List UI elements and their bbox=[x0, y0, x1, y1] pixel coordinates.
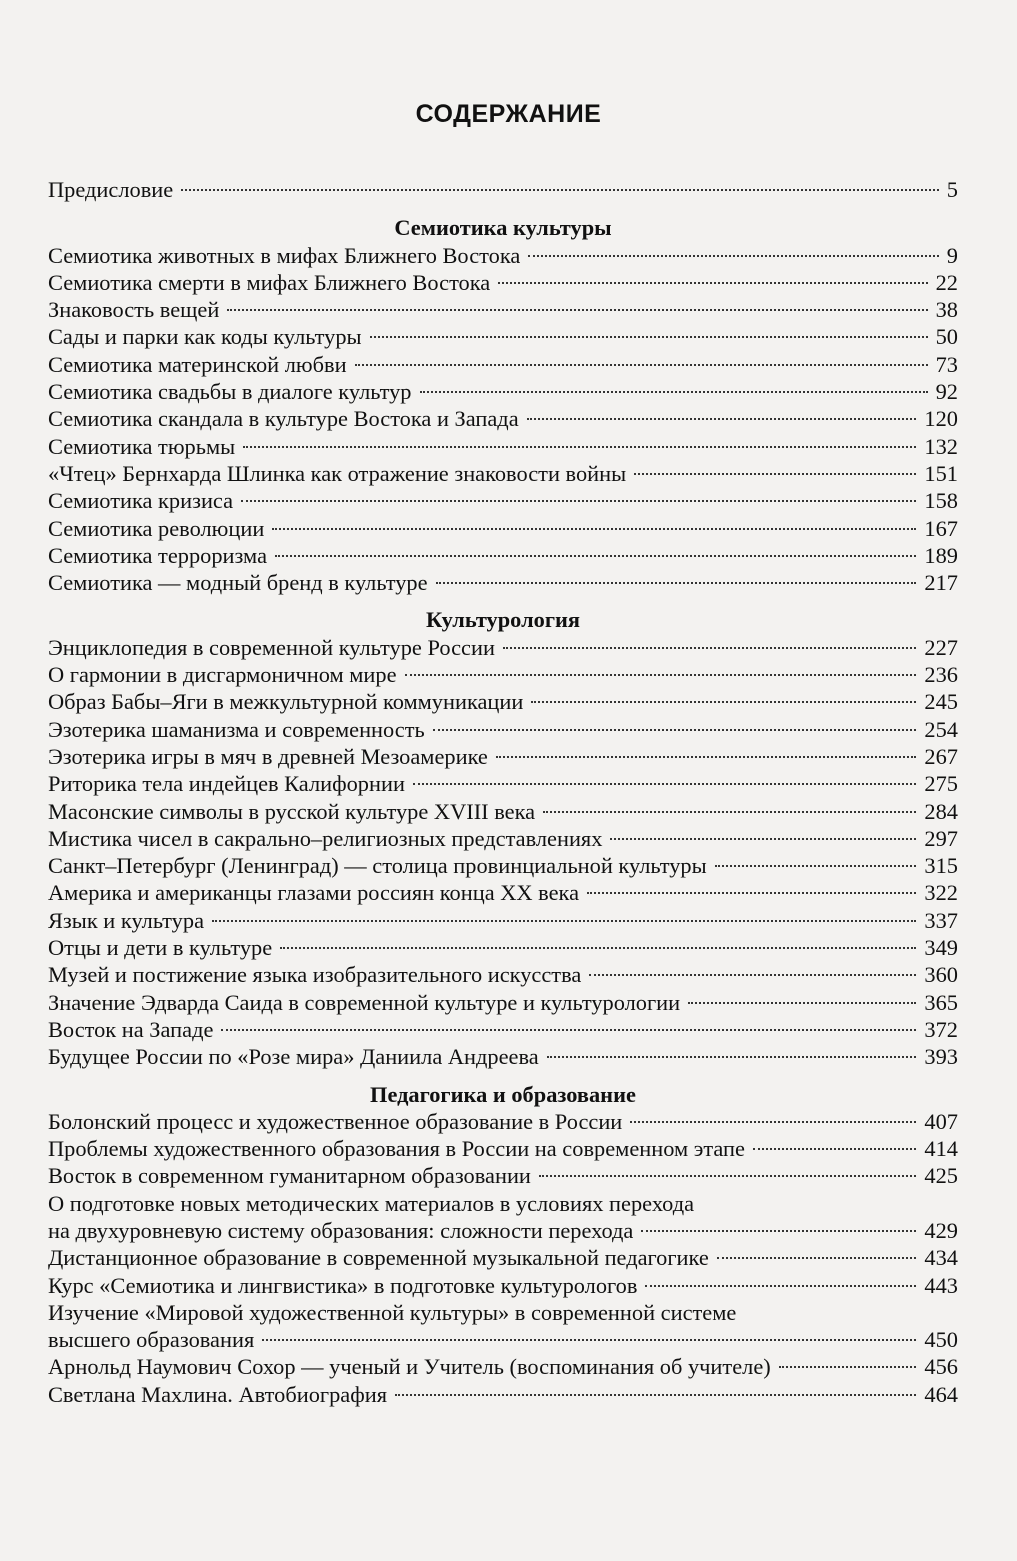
toc-entry-page: 217 bbox=[924, 570, 958, 596]
leader-dots bbox=[355, 364, 928, 366]
leader-dots bbox=[436, 582, 917, 584]
section-entries bbox=[48, 634, 958, 1071]
leader-dots bbox=[531, 701, 916, 703]
toc-entry-page: 132 bbox=[924, 433, 958, 459]
toc-entry-page: 227 bbox=[924, 634, 958, 660]
leader-dots bbox=[688, 1002, 916, 1004]
toc-entry-page: 254 bbox=[924, 716, 958, 742]
toc-entry-page: 120 bbox=[924, 406, 958, 432]
toc-entry-title: Дистанционное образование в современной музыкальной педагогике bbox=[48, 1245, 709, 1271]
toc-entry-page: 464 bbox=[924, 1381, 958, 1407]
toc-entry bbox=[48, 1272, 958, 1299]
toc-entry bbox=[48, 1353, 958, 1380]
toc-entry-title-line: Изучение «Мировой художественной культуры» в современной системе bbox=[48, 1299, 737, 1325]
toc-entry-page: 429 bbox=[924, 1217, 958, 1243]
toc-entry-title: Энциклопедия в современной культуре России bbox=[48, 634, 495, 660]
toc-entry bbox=[48, 961, 958, 988]
toc-entry bbox=[48, 1326, 958, 1353]
toc-entry bbox=[48, 1381, 958, 1408]
toc-entry-title: Семиотика скандала в культуре Востока и Запада bbox=[48, 406, 519, 432]
toc-entry bbox=[48, 661, 958, 688]
toc-entry-title: Эзотерика игры в мяч в древней Мезоамерике bbox=[48, 743, 488, 769]
toc-entry-page: 158 bbox=[924, 488, 958, 514]
toc-entry-page: 407 bbox=[924, 1108, 958, 1134]
toc-entry-page: 315 bbox=[924, 853, 958, 879]
toc-entry bbox=[48, 634, 958, 661]
toc-entry-page: 393 bbox=[924, 1044, 958, 1070]
toc-entry bbox=[48, 378, 958, 405]
toc-entry-title: Семиотика материнской любви bbox=[48, 351, 347, 377]
leader-dots bbox=[420, 391, 928, 393]
toc-entry bbox=[48, 1244, 958, 1271]
section-entries bbox=[48, 242, 958, 597]
leader-dots bbox=[630, 1121, 916, 1123]
toc-entry bbox=[48, 269, 958, 296]
toc-entry bbox=[48, 934, 958, 961]
toc-entry-title: Восток на Западе bbox=[48, 1016, 214, 1042]
toc-entry-title: Семиотика свадьбы в диалоге культур bbox=[48, 379, 412, 405]
toc-entry-page: 275 bbox=[924, 771, 958, 797]
leader-dots bbox=[753, 1148, 916, 1150]
leader-dots bbox=[641, 1230, 916, 1232]
toc-entry-title: Восток в современном гуманитарном образовании bbox=[48, 1163, 531, 1189]
toc-entry-title: Америка и американцы глазами россиян конца XX века bbox=[48, 880, 580, 906]
toc-entry-title: Риторика тела индейцев Калифорнии bbox=[48, 771, 405, 797]
toc-entry bbox=[48, 405, 958, 432]
toc-entry-title: О гармонии в дисгармоничном мире bbox=[48, 662, 397, 688]
toc-entry bbox=[48, 798, 958, 825]
table-of-contents bbox=[48, 176, 958, 1408]
toc-entry-page: 360 bbox=[924, 962, 958, 988]
toc-entry-page: 434 bbox=[924, 1245, 958, 1271]
leader-dots bbox=[498, 282, 927, 284]
toc-entry-title: Мистика чисел в сакрально–религиозных представлениях bbox=[48, 825, 603, 851]
toc-entry-title: Образ Бабы–Яги в межкультурной коммуникации bbox=[48, 689, 524, 715]
toc-entry-page: 5 bbox=[946, 177, 958, 202]
toc-entry-title: Семиотика кризиса bbox=[48, 488, 234, 514]
toc-entry-title: Арнольд Наумович Сохор — ученый и Учитель (воспоминания об учителе) bbox=[48, 1354, 771, 1380]
toc-entry bbox=[48, 296, 958, 323]
toc-entry bbox=[48, 351, 958, 378]
toc-entry-page: 236 bbox=[924, 662, 958, 688]
leader-dots bbox=[433, 729, 917, 731]
toc-entry bbox=[48, 688, 958, 715]
toc-entry bbox=[48, 460, 958, 487]
toc-entry-page: 349 bbox=[924, 935, 958, 961]
leader-dots bbox=[280, 947, 916, 949]
leader-dots bbox=[496, 756, 917, 758]
toc-entry-title: Семиотика терроризма bbox=[48, 542, 268, 568]
leader-dots bbox=[527, 418, 917, 420]
leader-dots bbox=[370, 336, 928, 338]
toc-entry-preface bbox=[48, 176, 958, 203]
toc-entry-title: Курс «Семиотика и лингвистика» в подготовке культурологов bbox=[48, 1272, 638, 1298]
leader-dots bbox=[241, 500, 916, 502]
leader-dots bbox=[589, 974, 916, 976]
toc-entry-title: Светлана Махлина. Автобиография bbox=[48, 1381, 388, 1407]
leader-dots bbox=[539, 1175, 916, 1177]
leader-dots bbox=[262, 1339, 916, 1341]
leader-dots bbox=[395, 1394, 916, 1396]
leader-dots bbox=[181, 189, 939, 191]
toc-entry-title: Семиотика смерти в мифах Ближнего Востока bbox=[48, 269, 491, 295]
toc-entry bbox=[48, 1108, 958, 1135]
toc-entry bbox=[48, 242, 958, 269]
toc-entry-page: 322 bbox=[924, 880, 958, 906]
leader-dots bbox=[715, 865, 917, 867]
toc-entry-page: 167 bbox=[924, 515, 958, 541]
toc-entry bbox=[48, 770, 958, 797]
toc-entry-page: 73 bbox=[935, 351, 958, 377]
toc-entry-title: Будущее России по «Розе мира» Даниила Андреева bbox=[48, 1044, 539, 1070]
toc-entry-page: 365 bbox=[924, 989, 958, 1015]
toc-entry-title: Болонский процесс и художественное образование в России bbox=[48, 1108, 623, 1134]
toc-entry bbox=[48, 907, 958, 934]
toc-entry bbox=[48, 852, 958, 879]
leader-dots bbox=[717, 1257, 917, 1259]
toc-entry bbox=[48, 989, 958, 1016]
toc-entry bbox=[48, 569, 958, 596]
leader-dots bbox=[275, 555, 916, 557]
toc-entry bbox=[48, 515, 958, 542]
leader-dots bbox=[272, 528, 916, 530]
toc-entry-title: высшего образования bbox=[48, 1327, 255, 1353]
toc-entry-page: 50 bbox=[935, 324, 958, 350]
section-heading: Педагогика и образование bbox=[370, 1081, 636, 1107]
toc-entry bbox=[48, 1135, 958, 1162]
toc-entry-page: 425 bbox=[924, 1163, 958, 1189]
toc-entry-page: 9 bbox=[946, 242, 958, 268]
toc-entry-title: Эзотерика шаманизма и современность bbox=[48, 716, 425, 742]
toc-entry bbox=[48, 487, 958, 514]
toc-entry-title: Семиотика — модный бренд в культуре bbox=[48, 570, 428, 596]
toc-entry-page: 456 bbox=[924, 1354, 958, 1380]
leader-dots bbox=[503, 647, 916, 649]
toc-entry-page: 443 bbox=[924, 1272, 958, 1298]
page-title: СОДЕРЖАНИЕ bbox=[415, 100, 602, 128]
toc-entry-page: 151 bbox=[924, 460, 958, 486]
toc-entry-page: 267 bbox=[924, 743, 958, 769]
leader-dots bbox=[243, 446, 916, 448]
toc-entry bbox=[48, 1043, 958, 1070]
leader-dots bbox=[405, 674, 917, 676]
toc-entry-title: Проблемы художественного образования в России на современном этапе bbox=[48, 1136, 745, 1162]
leader-dots bbox=[413, 783, 916, 785]
toc-entry-page: 189 bbox=[924, 542, 958, 568]
toc-entry-title: Семиотика тюрьмы bbox=[48, 433, 236, 459]
toc-entry-page: 245 bbox=[924, 689, 958, 715]
toc-entry-title: Сады и парки как коды культуры bbox=[48, 324, 362, 350]
toc-entry-page: 372 bbox=[924, 1016, 958, 1042]
leader-dots bbox=[221, 1029, 916, 1031]
section-heading: Культурология bbox=[425, 607, 581, 633]
leader-dots bbox=[587, 892, 916, 894]
leader-dots bbox=[634, 473, 916, 475]
toc-entry-title: Язык и культура bbox=[48, 907, 205, 933]
toc-entry-page: 92 bbox=[935, 379, 958, 405]
toc-entry bbox=[48, 879, 958, 906]
toc-entry bbox=[48, 323, 958, 350]
toc-entry-page: 337 bbox=[924, 907, 958, 933]
toc-entry-title: Санкт–Петербург (Ленинград) — столица провинциальной культуры bbox=[48, 853, 707, 879]
leader-dots bbox=[645, 1285, 916, 1287]
toc-entry-title-line: О подготовке новых методических материалов в условиях перехода bbox=[48, 1190, 695, 1216]
toc-entry bbox=[48, 825, 958, 852]
toc-entry bbox=[48, 433, 958, 460]
section-heading: Семиотика культуры bbox=[394, 215, 612, 241]
leader-dots bbox=[528, 255, 939, 257]
toc-entry bbox=[48, 1016, 958, 1043]
toc-entry bbox=[48, 716, 958, 743]
toc-entry-page: 38 bbox=[935, 297, 958, 323]
toc-entry-title: «Чтец» Бернхарда Шлинка как отражение знаковости войны bbox=[48, 460, 627, 486]
toc-entry-title: Значение Эдварда Саида в современной культуре и культурологии bbox=[48, 989, 681, 1015]
toc-entry-page: 22 bbox=[935, 269, 958, 295]
toc-entry bbox=[48, 542, 958, 569]
toc-entry-page: 297 bbox=[924, 825, 958, 851]
toc-entry-page: 284 bbox=[924, 798, 958, 824]
toc-entry-title: на двухуровневую систему образования: сложности перехода bbox=[48, 1217, 634, 1243]
toc-entry-title: Музей и постижение языка изобразительного искусства bbox=[48, 962, 582, 988]
toc-entry-page: 414 bbox=[924, 1136, 958, 1162]
toc-entry-title: Отцы и дети в культуре bbox=[48, 935, 273, 961]
leader-dots bbox=[227, 309, 927, 311]
toc-entry-title: Масонские символы в русской культуре XVIII века bbox=[48, 798, 536, 824]
leader-dots bbox=[779, 1366, 917, 1368]
toc-entry-title: Предисловие bbox=[48, 177, 174, 202]
section-entries bbox=[48, 1108, 958, 1408]
toc-entry-title: Семиотика революции bbox=[48, 515, 265, 541]
leader-dots bbox=[547, 1056, 917, 1058]
toc-entry bbox=[48, 743, 958, 770]
toc-entry bbox=[48, 1162, 958, 1189]
toc-entry-title: Семиотика животных в мифах Ближнего Востока bbox=[48, 242, 521, 268]
leader-dots bbox=[610, 838, 916, 840]
leader-dots bbox=[543, 811, 916, 813]
toc-entry bbox=[48, 1217, 958, 1244]
toc-entry-page: 450 bbox=[924, 1327, 958, 1353]
leader-dots bbox=[212, 920, 916, 922]
toc-entry-title: Знаковость вещей bbox=[48, 297, 220, 323]
